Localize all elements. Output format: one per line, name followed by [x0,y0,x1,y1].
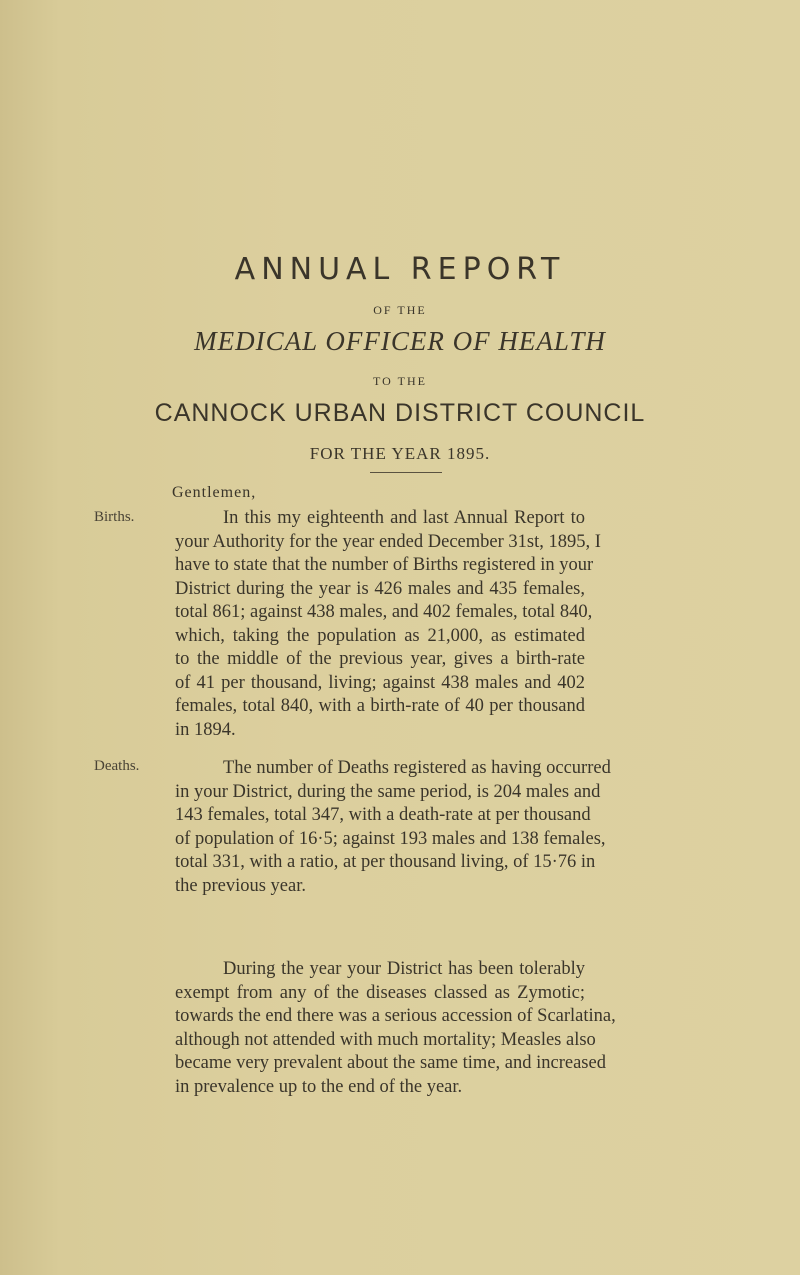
title-medical-officer: MEDICAL OFFICER OF HEALTH [194,326,606,356]
paragraph-births [175,507,601,742]
text-line: which, taking the population as 21,000, as estimated [175,625,585,646]
text-line: In this my eighteenth and last Annual Report to [223,508,585,528]
text-line: total 861; against 438 males, and 402 females, total 840, [175,602,593,622]
text-line: in 1894. [175,719,236,740]
text-line: females, total 840, with a birth-rate of 40 per thousand [175,696,585,716]
text-line: to the middle of the previous year, gives a birth-rate [175,649,585,669]
text-line: of population of 16·5; against 193 males and 138 females, [175,828,606,849]
text-line: became very prevalent about the same time, and increased [175,1053,606,1073]
title-council: CANNOCK URBAN DISTRICT COUNCIL [154,399,646,427]
text-line: of 41 per thousand, living; against 438 males and 402 [175,672,585,693]
text-line: The number of Deaths registered as having occurred [223,758,611,778]
text-line: although not attended with much mortality; Measles also [175,1029,596,1050]
text-line: in prevalence up to the end of the year. [175,1076,463,1097]
text-line: During the year your District has been tolerably [223,959,585,979]
paragraph-deaths [175,757,611,898]
text-line: your Authority for the year ended December 31st, 1895, I [175,531,601,552]
paragraph-zymotic [175,958,616,1099]
divider-rule [370,472,442,473]
text-line: exempt from any of the diseases classed as Zymotic; [175,982,585,1003]
salutation: Gentlemen, [172,484,257,501]
text-line: total 331, with a ratio, at per thousand living, of 15·76 in [175,852,596,872]
text-line: in your District, during the same period, is 204 males and [175,781,601,802]
text-line: District during the year is 426 males and 435 females, [175,578,585,599]
report-title: ANNUAL REPORT [234,252,566,287]
text-line: the previous year. [175,875,306,896]
text-line: have to state that the number of Births registered in your [175,555,594,575]
text-line: towards the end there was a serious accession of Scarlatina, [175,1006,616,1026]
title-of-the: OF THE [373,303,427,317]
title-to-the: TO THE [373,374,427,388]
title-year: FOR THE YEAR 1895. [309,444,491,463]
margin-note-deaths: Deaths. [94,758,140,774]
margin-note-births: Births. [94,509,135,525]
text-line: 143 females, total 347, with a death-rate at per thousand [175,805,591,825]
